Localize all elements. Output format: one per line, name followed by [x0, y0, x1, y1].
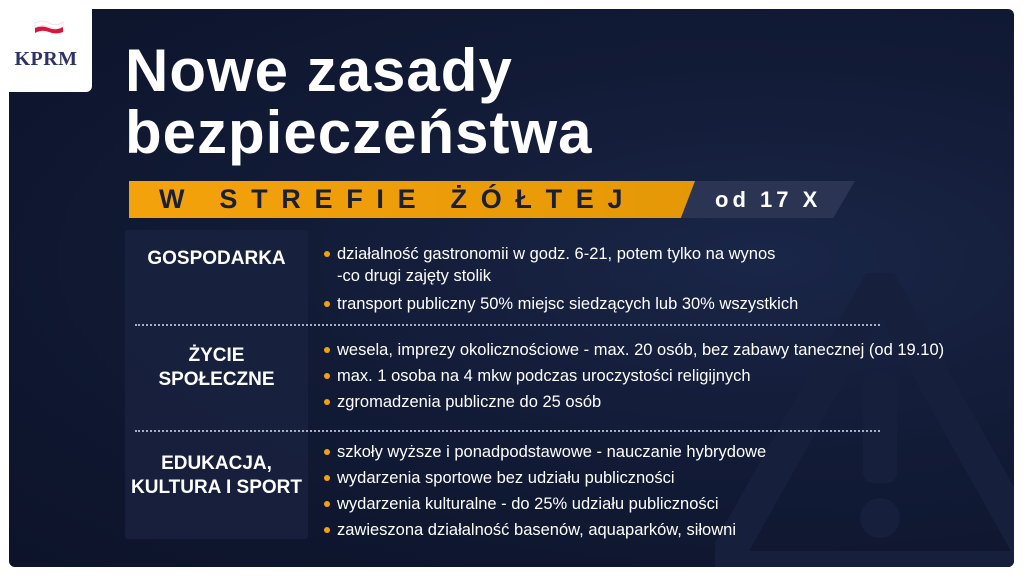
category-economy	[125, 247, 308, 271]
category-label: KULTURA I SPORT	[131, 477, 302, 498]
category-label: EDUKACJA,	[161, 453, 272, 474]
list-item-continuation: -co drugi zajęty stolik	[337, 267, 492, 285]
section-divider	[135, 430, 880, 432]
bullet-icon	[324, 251, 330, 257]
bullet-icon	[324, 501, 330, 507]
education-rules-list	[324, 441, 766, 541]
list-item: wydarzenia sportowe bez udziału publiczności	[324, 467, 766, 489]
category-label: SPOŁECZNE	[158, 369, 275, 390]
polish-flag-icon	[34, 19, 64, 37]
category-education-culture-sport	[125, 452, 308, 500]
zone-banner	[129, 181, 855, 218]
zone-label: W STREFIE ŻÓŁTEJ	[159, 184, 637, 214]
bullet-icon	[324, 475, 330, 481]
list-item: wydarzenia kulturalne - do 25% udziału publiczności	[324, 493, 766, 515]
kprm-logo	[0, 0, 92, 92]
list-item: max. 1 osoba na 4 mkw podczas uroczystości religijnych	[324, 365, 944, 387]
bullet-icon	[324, 527, 330, 533]
effective-date: od 17 X	[715, 187, 822, 212]
bullet-icon	[324, 347, 330, 353]
economy-rules-list	[324, 243, 798, 315]
list-item: zgromadzenia publiczne do 25 osób	[324, 391, 944, 413]
list-item: transport publiczny 50% miejsc siedzących lub 30% wszystkich	[324, 293, 798, 315]
list-item: działalność gastronomii w godz. 6-21, potem tylko na wynos	[324, 243, 798, 265]
list-item: zawieszona działalność basenów, aquaparków, siłowni	[324, 519, 766, 541]
bullet-icon	[324, 373, 330, 379]
section-divider	[135, 324, 880, 326]
bullet-icon	[324, 399, 330, 405]
category-label: GOSPODARKA	[147, 248, 286, 269]
category-label: ŻYCIE	[188, 345, 245, 366]
page-title	[125, 37, 593, 166]
bullet-icon	[324, 301, 330, 307]
logo-text: KPRM	[14, 48, 78, 70]
bullet-icon	[324, 449, 330, 455]
social-life-rules-list	[324, 339, 944, 413]
category-social-life	[125, 344, 308, 392]
list-item: wesela, imprezy okolicznościowe - max. 20 osób, bez zabawy tanecznej (od 19.10)	[324, 339, 944, 361]
title-line-2: bezpieczeństwa	[125, 99, 593, 166]
title-line-1: Nowe zasady	[125, 37, 513, 104]
list-item: szkoły wyższe i ponadpodstawowe - nauczanie hybrydowe	[324, 441, 766, 463]
